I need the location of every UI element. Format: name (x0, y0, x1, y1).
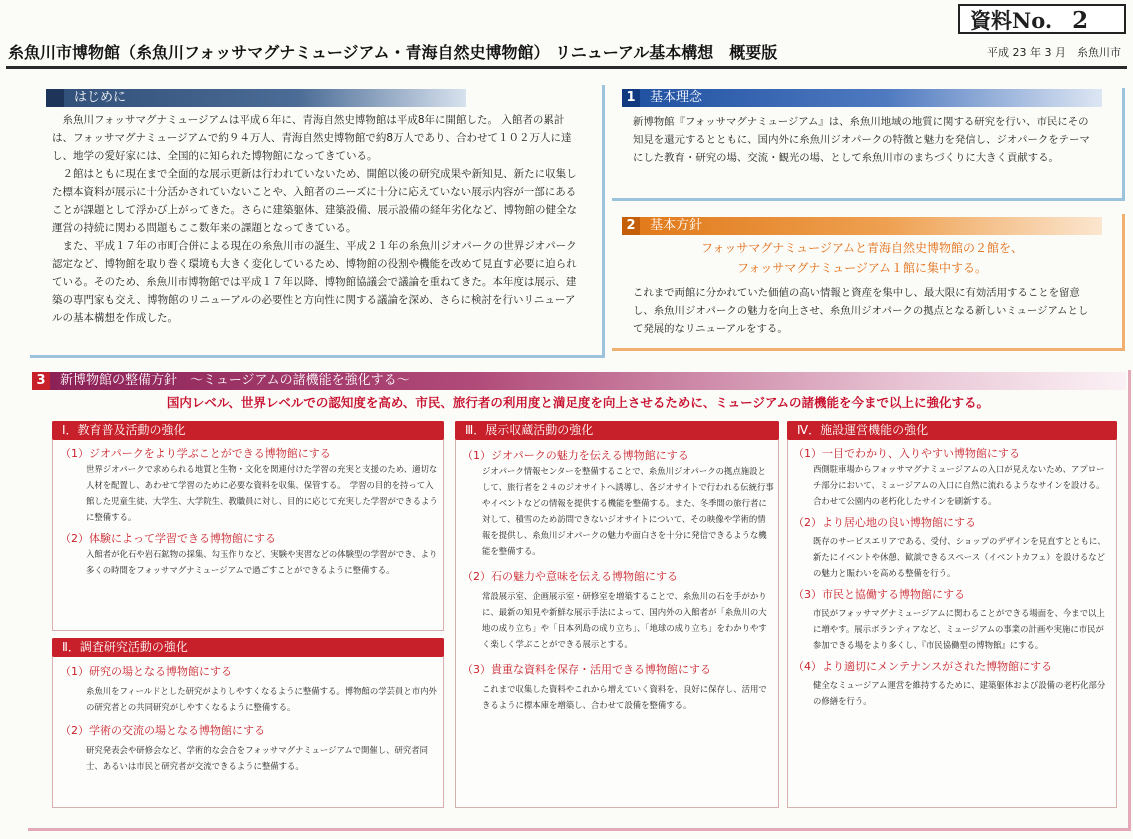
pillar3-item2-heading: （2）石の魅力や意味を伝える博物館にする (462, 570, 678, 583)
pillar3-item3-heading: （3）貴重な資料を保存・活用できる博物館にする (462, 663, 711, 676)
pillar3-item1-text: ジオパーク情報センターを整備することで、糸魚川ジオパークの拠点施設として、旅行者を２４のジオサイトへ誘導し、各ジオサイトで行われる伝統行事やイベントなどの情報を提供する機能を整備する。また、冬季間の旅行者に対して、積雪のため訪問できないジオサイトについて、その映像や学術的情報を提供し、糸魚川ジオパークの魅力や面白さを十分に発信できるような機能を整備する。 (482, 466, 774, 556)
pillar4-item3-heading: （3）市民と協働する博物館にする (793, 588, 965, 601)
section3-lead: 国内レベル、世界レベルでの認知度を高め、市民、旅行者の利用度と満足度を向上させるために、ミュージアムの諸機能を今まで以上に強化する。 (166, 395, 990, 410)
pillar3-item3-text: これまで収集した資料やこれから増えていく資料を、良好に保存し、活用できるように標本庫を増築し、合わせて設備を整備する。 (482, 684, 767, 710)
pillar2-content (60, 664, 440, 774)
pillar1-content (60, 446, 440, 578)
pillar2-item1-text: 糸魚川をフィールドとした研究がよりしやすくなるように整備する。博物館の学芸員と市内外の研究者との共同研究がしやすくなるように整備する。 (86, 686, 437, 712)
section2-lead-line2: フォッサマグナミュージアム１館に集中する。 (736, 261, 988, 275)
intro-paragraph-2: ２館はともに現在まで全面的な展示更新は行われていないため、開館以後の研究成果や新知見、新たに収集した標本資料が展示に十分活かされていないことや、入館者のニーズに十分に応えていない展示内容が一部にあることが課題として浮かび上がってきた。さらに建築躯体、建築設備、展示設備の経年劣化など、博物館の健全な運営の持続に関わる問題もここ数年来の課題となってきている。 (52, 168, 577, 234)
document-number: 2 (1072, 7, 1089, 34)
section1-heading: 基本理念 (650, 90, 703, 105)
section1-box (612, 88, 1125, 201)
pillar2-item1-heading: （1）研究の場となる博物館にする (60, 665, 232, 678)
pillar1-item2-text: 入館者が化石や岩石鉱物の採集、勾玉作りなど、実験や実習などの体験型の学習ができ、より多くの時間をフォッサマグナミュージアムで過ごすことができるように整備する。 (86, 549, 438, 575)
section3-number: 3 (32, 372, 50, 390)
document-number-box (958, 4, 1126, 34)
pillar2-heading: Ⅱ．調査研究活動の強化 (52, 638, 444, 657)
publication-date: 平成 23 年 3 月 糸魚川市 (987, 46, 1121, 59)
pillar1-heading: Ⅰ．教育普及活動の強化 (52, 421, 444, 440)
pillar4-item2-text: 既存のサービスエリアである、受付、ショップのデザインを見直すとともに、新たにイベントや休憩、歓談できるスペース（イベントカフェ）を設けるなどの魅力と賑わいを高める整備を行う。 (813, 536, 1106, 578)
section2-heading: 基本方針 (650, 218, 703, 233)
section2-lead-line1: フォッサマグナミュージアムと青海自然史博物館の２館を、 (700, 241, 1024, 255)
intro-paragraph-3: また、平成１７年の市町合併による現在の糸魚川市の誕生、平成２１年の糸魚川ジオパークの世界ジオパーク認定など、博物館を取り巻く環境も大きく変化しているため、博物館の役割や機能を改めて見直す必要に迫られている。そのため、糸魚川市博物館では平成１７年以降、博物館協議会で議論を重ねてきた。本年度は展示、建築の専門家も交え、博物館のリニューアルの必要性と方向性に関する議論を深め、さらに検討を行いリニューアルの基本構想を作成した。 (52, 240, 577, 324)
pillar3-item2-text: 常設展示室、企画展示室・研修室を増築することで、糸魚川の石を手がかりに、最新の知見や新鮮な展示手法によって、国内外の入館者が「糸魚川の大地の成り立ち」や「日本列島の成り立ち」、「地球の成り立ち」をわかりやすく楽しく学ぶことができる展示とする。 (482, 591, 767, 649)
pillar4-heading: Ⅳ．施設運営機能の強化 (787, 421, 1117, 440)
pillar4-item1-heading: （1）一目でわかり、入りやすい博物館にする (793, 447, 1020, 460)
section2-text: これまで両館に分かれていた価値の高い情報と資産を集中し、最大限に有効活用することを留意し、糸魚川ジオパークの魅力を向上させ、糸魚川ジオパークの拠点となる新しいミュージアムとして発展的なリニューアルをする。 (633, 287, 1089, 335)
pillar3-item1-heading: （1）ジオパークの魅力を伝える博物館にする (462, 449, 689, 462)
pillar4-item1-text: 西側駐車場からフォッサマグナミュージアムの入口が見えないため、アプローチ部分において、ミュージアムの入口に自然に流れるようなサインを設ける。合わせて公園内の老朽化したサインを刷新する。 (813, 464, 1105, 506)
section2-number: 2 (622, 217, 640, 235)
section3-heading: 新博物館の整備方針 ～ミュージアムの諸機能を強化する～ (60, 373, 410, 388)
intro-paragraph-1: 糸魚川フォッサマグナミュージアムは平成６年に、青海自然史博物館は平成8年に開館した。 入館者の累計は、フォッサマグナミュージアムで約９４万人、青海自然史博物館で約8万人であり、合わせて１０２万人に達し、地学の愛好家には、全国的に知られた博物館になってきている。 (52, 114, 572, 162)
pillar1-item2-heading: （2）体験によって学習できる博物館にする (60, 532, 276, 545)
pillar1-item1-heading: （1）ジオパークをより学ぶことができる博物館にする (60, 447, 331, 460)
pillar4-content (793, 446, 1111, 709)
page-title: 糸魚川市博物館（糸魚川フォッサマグナミュージアム・青海自然史博物館） リニューアル基本構想 概要版 (8, 43, 778, 62)
pillar1-item1-text: 世界ジオパークで求められる地質と生物・文化を関連付けた学習の充実と支援のため、適切な人材を配置し、あわせて学習のために必要な資料を収集、保管する。 学習の目的を持って入館した児童生徒、大学生、大学院生、教職員に対し、目的に応じて充実した学習ができるように整備する。 (86, 464, 438, 522)
intro-text (52, 111, 580, 327)
pillar4-item4-text: 健全なミュージアム運営を維持するために、建築躯体および設備の老朽化部分の修繕を行う。 (813, 680, 1106, 706)
section1-text: 新博物館『フォッサマグナミュージアム』は、糸魚川地域の地質に関する研究を行い、市民にその知見を還元するとともに、国内外に糸魚川ジオパークの特徴と魅力を発信し、ジオパークをテーマにした教育・研究の場、交流・観光の場、として糸魚川市のまちづくりに大きく貢献する。 (633, 116, 1090, 164)
pillar4-item4-heading: （4）より適切にメンテナンスがされた博物館にする (793, 660, 1053, 673)
pillar4-item2-heading: （2）より居心地の良い博物館にする (793, 516, 976, 529)
section2-lead (622, 238, 1102, 278)
pillar3-heading: Ⅲ．展示収蔵活動の強化 (455, 421, 779, 440)
pillar4-item3-text: 市民がフォッサマグナミュージアムに関わることができる場面を、今まで以上に増やす。展示ボランティアなど、ミュージアムの事業の計画や実施に市民が参加できる場をより多くし、『市民協働型の博物館』にする。 (813, 608, 1105, 650)
title-divider (6, 66, 1127, 69)
pillar2-item2-heading: （2）学術の交流の場となる博物館にする (60, 724, 265, 737)
pillar2-item2-text: 研究発表会や研修会など、学術的な会合をフォッサマグナミュージアムで開催し、研究者同士、あるいは市民と研究者が交流できるように整備する。 (86, 745, 429, 771)
section1-number: 1 (622, 89, 640, 107)
intro-heading: はじめに (74, 90, 127, 105)
document-number-label: 資料No. (970, 8, 1053, 33)
pillar3-content (462, 448, 774, 713)
